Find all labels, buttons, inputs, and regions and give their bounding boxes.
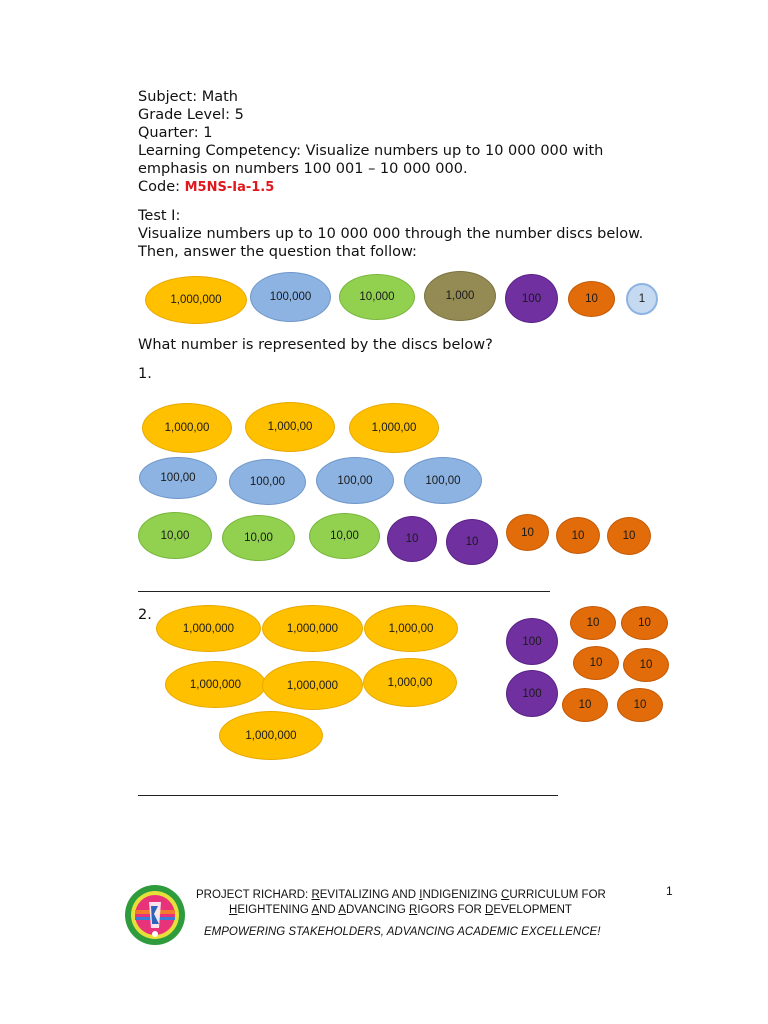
item-1-disc: 10,00 xyxy=(138,512,212,559)
quarter-line: Quarter: 1 xyxy=(138,125,213,141)
question-text: What number is represented by the discs below? xyxy=(138,337,493,353)
item-2-disc: 1,000,000 xyxy=(262,605,363,652)
project-title-part: EVITALIZING AND xyxy=(319,889,420,901)
item-2-disc: 1,000,00 xyxy=(364,605,458,652)
item-2-disc: 1,000,000 xyxy=(219,711,323,760)
competency-line-1: Learning Competency: Visualize numbers up to 10 000 000 with xyxy=(138,143,604,159)
item-1-disc: 10 xyxy=(446,519,498,565)
item-2-disc: 10 xyxy=(623,648,669,682)
competency-line-2: emphasis on numbers 100 001 – 10 000 000. xyxy=(138,161,468,177)
item-2-disc: 10 xyxy=(573,646,619,680)
item-2-disc: 1,000,000 xyxy=(262,661,363,710)
item-1-disc: 1,000,00 xyxy=(349,403,439,453)
legend-disc-million: 1,000,000 xyxy=(145,276,247,324)
item-2-disc: 10 xyxy=(570,606,616,640)
code-line xyxy=(138,178,603,197)
legend-disc-one: 1 xyxy=(626,283,658,315)
code-value: M5NS-Ia-1.5 xyxy=(184,180,275,195)
code-label: Code: xyxy=(138,179,185,195)
item-2-number: 2. xyxy=(138,607,152,623)
tagline: EMPOWERING STAKEHOLDERS, ADVANCING ACADEMIC EXCELLENCE! xyxy=(204,926,601,938)
instruction-line-2: Then, answer the question that follow: xyxy=(138,244,417,260)
project-richard-logo-icon xyxy=(124,884,186,946)
answer-line-1 xyxy=(138,591,550,592)
item-1-disc: 10 xyxy=(387,516,437,562)
item-1-disc: 10 xyxy=(506,514,549,551)
item-2-disc: 1,000,000 xyxy=(165,661,266,708)
item-2-disc: 10 xyxy=(617,688,663,722)
item-2-disc: 100 xyxy=(506,670,558,717)
legend-disc-hundred-thousand: 100,000 xyxy=(250,272,331,322)
item-1-disc: 100,00 xyxy=(139,457,217,499)
item-1-number: 1. xyxy=(138,366,152,382)
subject-line: Subject: Math xyxy=(138,89,238,105)
grade-line: Grade Level: 5 xyxy=(138,107,244,123)
item-1-disc: 10,00 xyxy=(222,515,295,561)
project-title: PROJECT RICHARD: REVITALIZING AND INDIGENIZING CURRICULUM FOR HEIGHTENING AND ADVANCING RIGORS FOR DEVELOPMENT xyxy=(196,889,606,916)
item-1-disc: 10 xyxy=(607,517,651,555)
item-2-disc: 1,000,00 xyxy=(363,658,457,707)
item-2-disc: 100 xyxy=(506,618,558,665)
item-1-disc: 100,00 xyxy=(404,457,482,504)
legend-disc-ten-thousand: 10,000 xyxy=(339,274,415,320)
item-2-disc: 1,000,000 xyxy=(156,605,261,652)
item-1-disc: 100,00 xyxy=(229,459,306,505)
legend-disc-ten: 10 xyxy=(568,281,615,317)
item-2-disc: 10 xyxy=(562,688,608,722)
page-number: 1 xyxy=(666,884,673,898)
item-1-disc: 100,00 xyxy=(316,457,394,504)
instruction-line-1: Visualize numbers up to 10 000 000 through the number discs below. xyxy=(138,226,644,242)
item-1-disc: 1,000,00 xyxy=(142,403,232,453)
answer-line-2 xyxy=(138,795,558,796)
test-title: Test I: xyxy=(138,208,181,224)
project-prefix: PROJECT RICHARD: xyxy=(196,889,312,901)
test-instructions xyxy=(138,207,643,261)
legend-disc-thousand: 1,000 xyxy=(424,271,496,321)
item-1-disc: 10 xyxy=(556,517,600,554)
legend-disc-hundred: 100 xyxy=(505,274,558,323)
item-1-disc: 10,00 xyxy=(309,513,380,559)
project-title-part: EIGHTENING xyxy=(237,904,312,916)
item-2-disc: 10 xyxy=(621,606,668,640)
worksheet-header xyxy=(138,88,603,197)
item-1-disc: 1,000,00 xyxy=(245,402,335,452)
